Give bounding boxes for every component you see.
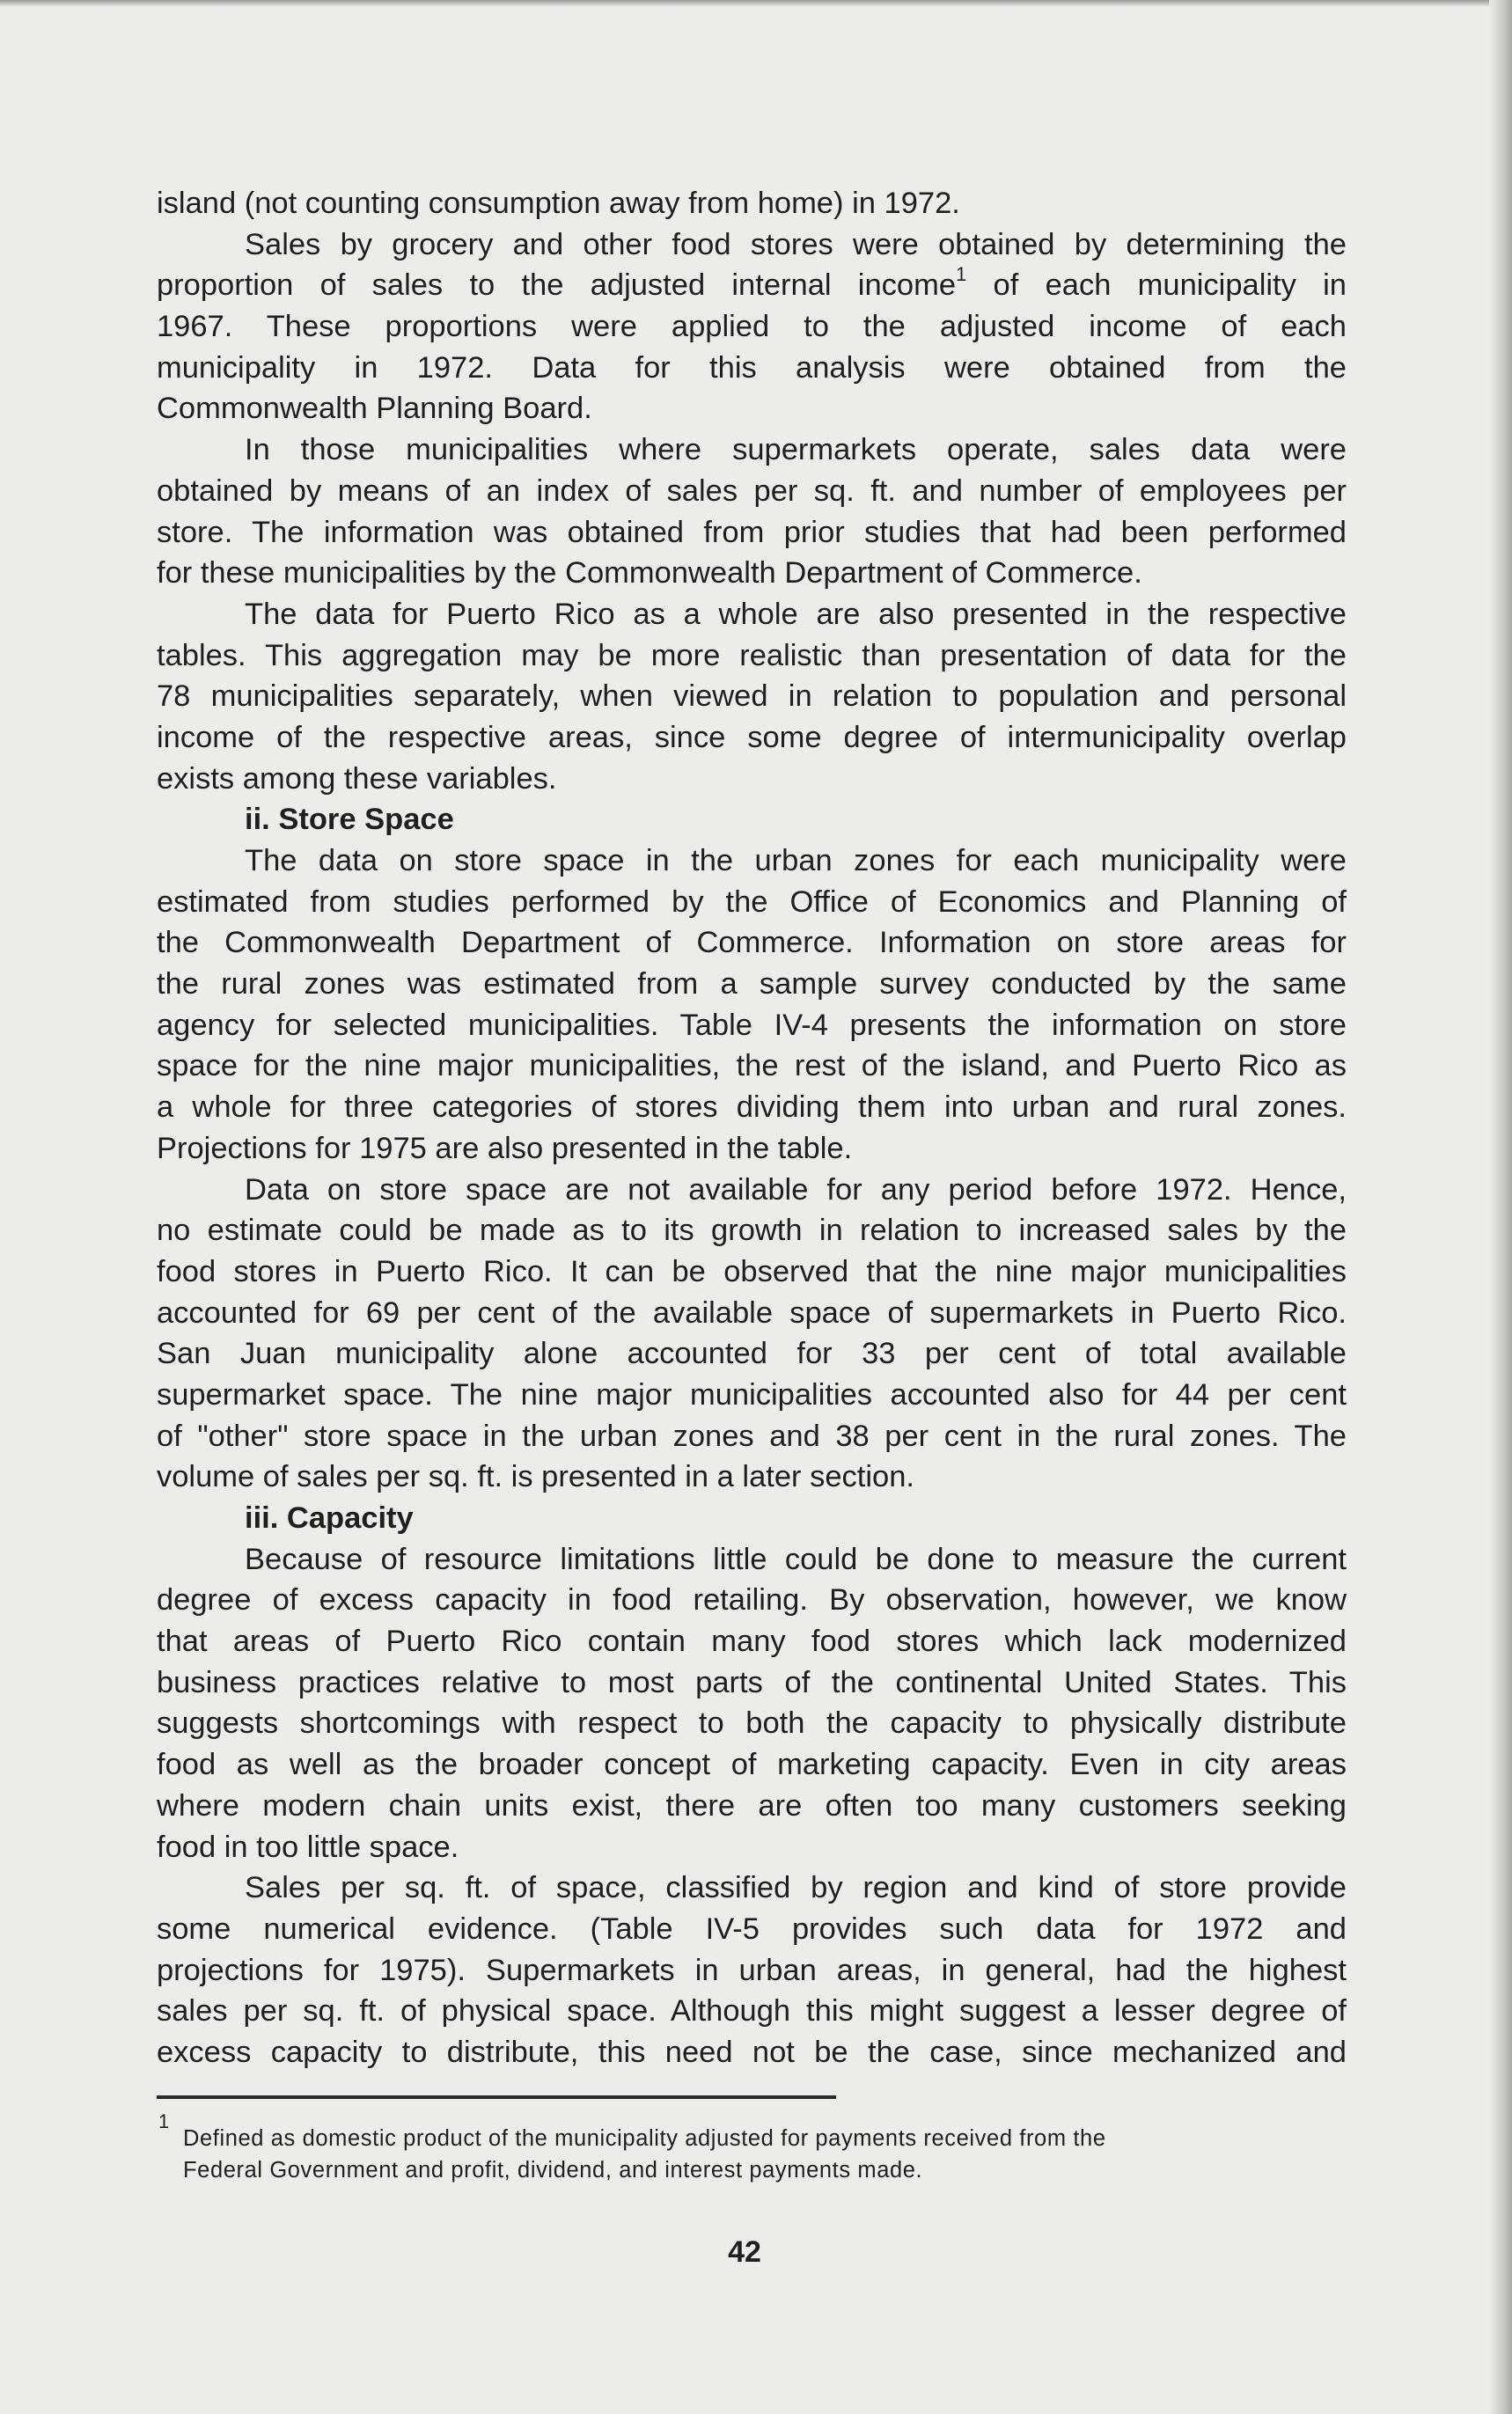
text-line: Sales by grocery and other food stores were obtained by determining the <box>245 227 1347 261</box>
page-number: 42 <box>728 2235 761 2269</box>
text-line: estimated from studies performed by the Office of Economics and Planning of <box>157 884 1347 919</box>
text-line: In those municipalities where supermarkets operate, sales data were <box>245 433 1347 467</box>
scan-top-shadow <box>0 0 1512 7</box>
text-line: food as well as the broader concept of marketing capacity. Even in city areas <box>157 1748 1347 1782</box>
text-line: the rural zones was estimated from a sample survey conducted by the same <box>157 967 1347 1002</box>
text-line: for these municipalities by the Commonwealth Department of Commerce. <box>157 556 1142 591</box>
text-line: that areas of Puerto Rico contain many food stores which lack modernized <box>157 1625 1347 1659</box>
text-line: agency for selected municipalities. Table IV-4 presents the information on store <box>157 1008 1347 1042</box>
footnote-divider <box>157 2095 836 2099</box>
text-line: 78 municipalities separately, when viewed in relation to population and personal <box>157 679 1347 714</box>
text-line: volume of sales per sq. ft. is presented in a later section. <box>157 1460 915 1494</box>
text-line: 1967. These proportions were applied to the adjusted income of each <box>157 310 1347 344</box>
text-line-with-footnote <box>157 262 1347 306</box>
text-line: The data for Puerto Rico as a whole are also presented in the respective <box>245 597 1347 631</box>
text-line: space for the nine major municipalities, the rest of the island, and Puerto Rico as <box>157 1049 1347 1083</box>
body-text <box>157 183 1347 2073</box>
text-line: store. The information was obtained from prior studies that had been performed <box>157 515 1347 549</box>
text-line: food in too little space. <box>157 1830 459 1864</box>
section-heading-store-space: ii. Store Space <box>245 803 454 837</box>
text-line: a whole for three categories of stores dividing them into urban and rural zones. <box>157 1090 1347 1125</box>
text-line: degree of excess capacity in food retailing. By observation, however, we know <box>157 1583 1347 1618</box>
text-line: accounted for 69 per cent of the available space of supermarkets in Puerto Rico. <box>157 1295 1347 1330</box>
text-line: municipality in 1972. Data for this analysis were obtained from the <box>157 350 1347 385</box>
text-line: food stores in Puerto Rico. It can be observed that the nine major municipalities <box>157 1254 1347 1288</box>
text-line: obtained by means of an index of sales per sq. ft. and number of employees per <box>157 473 1347 508</box>
text-line: supermarket space. The nine major municipalities accounted also for 44 per cent <box>157 1377 1347 1412</box>
text-line: projections for 1975). Supermarkets in urban areas, in general, had the highest <box>157 1953 1347 1987</box>
text-line: income of the respective areas, since some degree of intermunicipality overlap <box>157 720 1347 754</box>
text-line: suggests shortcomings with respect to both the capacity to physically distribute <box>157 1706 1347 1741</box>
text-line: exists among these variables. <box>157 761 557 796</box>
text-line: San Juan municipality alone accounted for 33 per cent of total available <box>157 1337 1347 1371</box>
scan-right-edge <box>1489 0 1512 2414</box>
text-line: of "other" store space in the urban zones and 38 per cent in the rural zones. The <box>157 1419 1347 1453</box>
text-line: where modern chain units exist, there are often too many customers seeking <box>157 1788 1347 1823</box>
text-line: no estimate could be made as to its growth in relation to increased sales by the <box>157 1214 1347 1248</box>
text-fragment: proportion of sales to the adjusted internal income <box>157 268 957 303</box>
text-line: island (not counting consumption away from home) in 1972. <box>157 187 960 220</box>
text-line: Because of resource limitations little could be done to measure the current <box>245 1542 1347 1576</box>
text-fragment: of each municipality in <box>993 268 1347 303</box>
footnote-number: 1 <box>158 2110 170 2132</box>
footnote <box>183 2123 1338 2186</box>
text-line: tables. This aggregation may be more realistic than presentation of data for the <box>157 638 1347 672</box>
text-line: Commonwealth Planning Board. <box>157 392 592 426</box>
section-heading-capacity: iii. Capacity <box>245 1501 414 1535</box>
text-line: Data on store space are not available for any period before 1972. Hence, <box>245 1172 1347 1207</box>
text-line: excess capacity to distribute, this need not be the case, since mechanized and <box>157 2035 1347 2069</box>
text-line: The data on store space in the urban zones for each municipality were <box>245 844 1347 877</box>
text-line: sales per sq. ft. of physical space. Although this might suggest a lesser degree of <box>157 1994 1347 2029</box>
text-line: Projections for 1975 are also presented in the table. <box>157 1131 853 1165</box>
text-line: some numerical evidence. (Table IV-5 provides such data for 1972 and <box>157 1911 1347 1946</box>
footnote-line: Federal Government and profit, dividend, and interest payments made. <box>183 2158 923 2183</box>
text-line: the Commonwealth Department of Commerce. Information on store areas for <box>157 926 1347 960</box>
text-line: business practices relative to most parts of the continental United States. This <box>157 1665 1347 1699</box>
text-line: Sales per sq. ft. of space, classified by region and kind of store provide <box>245 1871 1347 1905</box>
footnote-line: Defined as domestic product of the municipality adjusted for payments received from the <box>183 2126 1106 2151</box>
footnote-reference: 1 <box>956 262 967 285</box>
